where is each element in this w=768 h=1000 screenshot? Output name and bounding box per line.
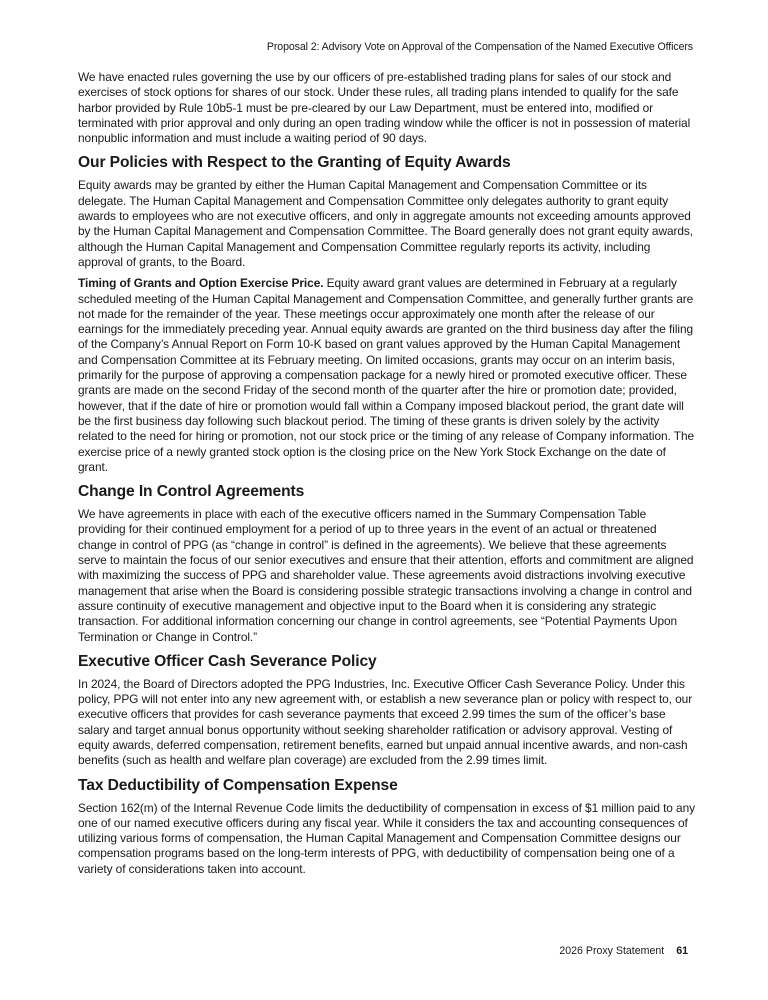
body-paragraph: In 2024, the Board of Directors adopted the PPG Industries, Inc. Executive Officer Cash Severance Policy. Under this policy, PPG will not enter into any new agreement with, or establish a new severance plan or policy with respect to, our executive officers that provides for cash severance payments that exceed 2.99 times the sum of the officer’s base salary and target annual bonus opportunity without seeking shareholder ratification or advisory approval. Vesting of equity awards, deferred compensation, retirement benefits, earned but unpaid annual incentive awards, and non-cash benefits (such as health and welfare plan coverage) are excluded from the 2.99 times limit. xyxy=(78,676,693,768)
section-equity-awards-policy xyxy=(78,153,696,475)
page-footer xyxy=(559,945,688,957)
page-number: 61 xyxy=(676,945,688,957)
section-heading: Our Policies with Respect to the Granting of Equity Awards xyxy=(78,154,511,172)
body-paragraph: Equity awards may be granted by either the Human Capital Management and Compensation Committee or its delegate. The Human Capital Management and Compensation Committee only delegates authority to grant equity awards to employees who are not executive officers, and only in aggregate amounts not exceeding amounts approved by the Human Capital Management and Compensation Committee. The Board generally does not grant equity awards, although the Human Capital Management and Compensation Committee regularly reports its activity, including approval of grants, to the Board. xyxy=(78,178,694,269)
section-cash-severance-policy xyxy=(78,652,696,769)
running-header: Proposal 2: Advisory Vote on Approval of the Compensation of the Named Executive Officers xyxy=(266,41,693,53)
body-paragraph: We have agreements in place with each of the executive officers named in the Summary Compensation Table providing for their continued employment for a period of up to three years in the event of an actual or threatened change in control of PPG (as “change in control” is defined in the agreements). We believe that these agreements serve to maintain the focus of our senior executives and ensure that their attention, efforts and commitment are aligned with maximizing the success of PPG and shareholder value. These agreements avoid distractions involving executive management that arise when the Board is considering possible strategic transactions involving a change in control and assure continuity of executive management and objective input to the Board when it is considering any strategic transaction. For additional information concerning our change in control agreements, see “Potential Payments Upon Termination or Change in Control.” xyxy=(78,507,694,644)
page-content xyxy=(78,70,696,877)
section-heading: Change In Control Agreements xyxy=(78,483,305,501)
timing-of-grants-paragraph xyxy=(78,276,696,475)
section-heading: Executive Officer Cash Severance Policy xyxy=(78,652,377,670)
section-heading: Tax Deductibility of Compensation Expense xyxy=(78,776,398,794)
intro-paragraph: We have enacted rules governing the use by our officers of pre-established trading plans for sales of our stock and exercises of stock options for shares of our stock. Under these rules, all trading plans intended to qualify for the safe harbor provided by Rule 10b5-1 must be pre-cleared by our Law Department, must be entered into, modified or terminated with prior approval and only during an open trading window while the officer is not in possession of material nonpublic information and must include a waiting period of 90 days. xyxy=(78,70,691,146)
section-tax-deductibility xyxy=(78,776,696,877)
run-in-heading: Timing of Grants and Option Exercise Price. xyxy=(78,276,324,291)
footer-document-title: 2026 Proxy Statement xyxy=(559,945,665,957)
run-in-text: Equity award grant values are determined in February at a regularly scheduled meeting of the Human Capital Management and Compensation Committee, and generally further grants are not made for the remainder of the year. These meetings occur approximately one month after the release of our earnings for the immediately preceding year. Annual equity awards are granted on the third business day after the filing of the Company’s Annual Report on Form 10-K based on grant values approved by the Human Capital Management and Compensation Committee at its February meeting. On limited occasions, grants may occur on an interim basis, primarily for the purpose of approving a compensation package for a newly hired or promoted executive officer. These grants are made on the second Friday of the second month of the quarter after the hire or promotion date; provided, however, that if the date of hire or promotion would fall within a Company imposed blackout period, the grant date will be the first business day following such blackout period. The timing of these grants is driven solely by the activity related to the need for hiring or promotion, not our stock price or the timing of any release of Company information. The exercise price of a newly granted stock option is the closing price on the New York Stock Exchange on the date of grant. xyxy=(78,276,695,474)
body-paragraph: Section 162(m) of the Internal Revenue Code limits the deductibility of compensation in excess of $1 million paid to any one of our named executive officers during any fiscal year. While it considers the tax and accounting consequences of utilizing various forms of compensation, the Human Capital Management and Compensation Committee designs our compensation programs based on the long-term interests of PPG, with deductibility of compensation being one of a variety of considerations taken into account. xyxy=(78,800,695,876)
section-change-in-control xyxy=(78,482,696,645)
